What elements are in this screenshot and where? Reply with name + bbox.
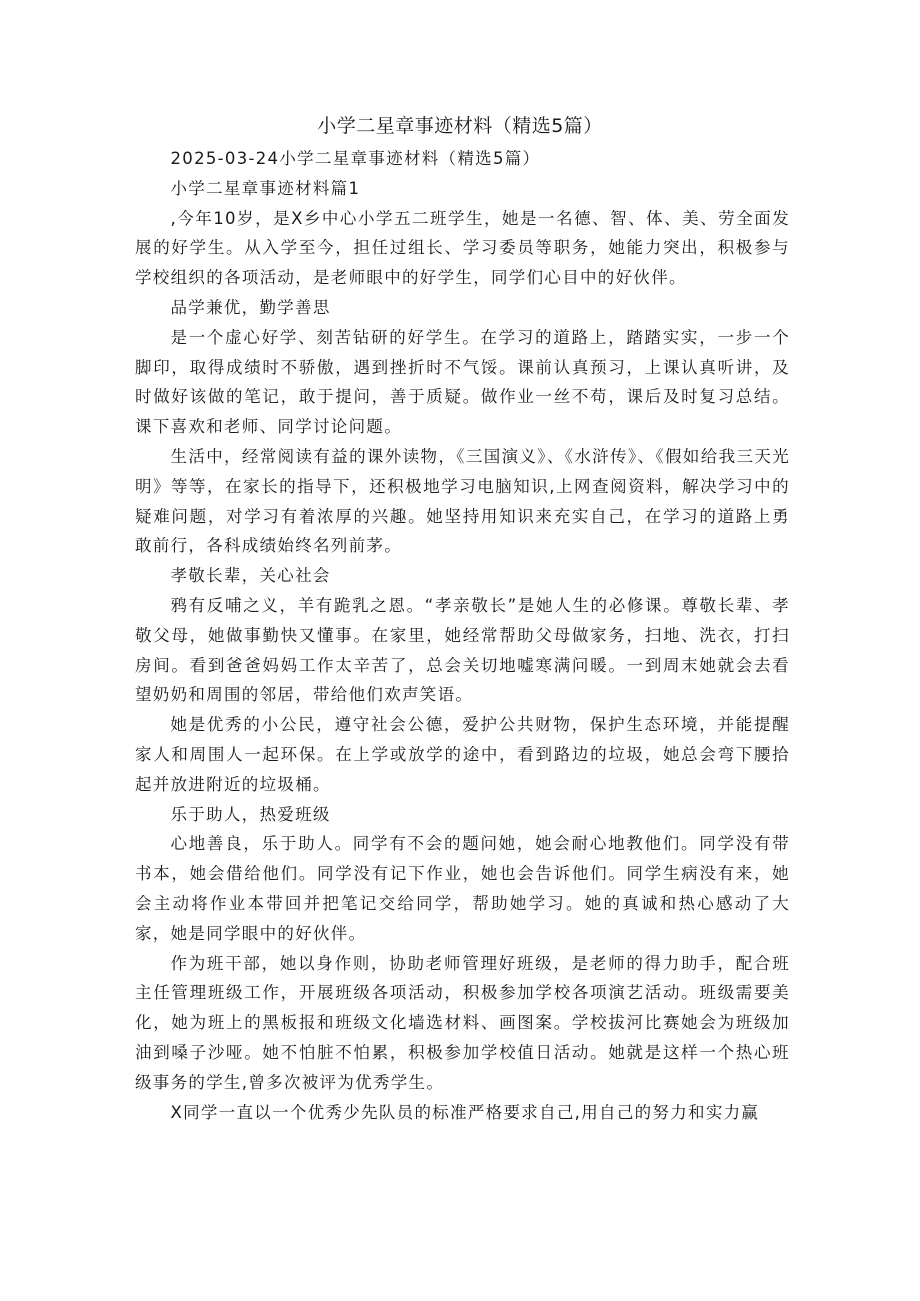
subheading: 乐于助人，热爱班级 [170,804,331,824]
section-title: 小学二星章事迹材料篇1 [170,178,361,198]
paragraph: X同学一直以一个优秀少先队员的标准严格要求自己,用自己的努力和实力赢 [170,1102,760,1122]
paragraph: 心地善良，乐于助人。同学有不会的题问她，她会耐心地教他们。同学没有带书本，她会借给他们。同学没有记下作业，她也会告诉他们。同学生病没有来，她会主动将作业本带回并把笔记交给同学，帮助她学习。她的真诚和热心感动了大家，她是同学眼中的好伙伴。 [135,834,790,943]
date-line: 2025-03-24小学二星章事迹材料（精选5篇） [170,149,541,168]
paragraph: 鸦有反哺之义，羊有跪乳之恩。“孝亲敬长”是她人生的必修课。尊敬长辈、孝敬父母，她做事勤快又懂事。在家里，她经常帮助父母做家务，扫地、洗衣，打扫房间。看到爸爸妈妈工作太辛苦了，总会关切地嘘寒满问暖。一到周末她就会去看望奶奶和周围的邻居，带给他们欢声笑语。 [135,595,790,705]
paragraph: 作为班干部，她以身作则，协助老师管理好班级，是老师的得力助手，配合班主任管理班级工作，开展班级各项活动，积极参加学校各项演艺活动。班级需要美化，她为班上的黑板报和班级文化墙选材料、画图案。学校拔河比赛她会为班级加油到嗓子沙哑。她不怕脏不怕累，积极参加学校值日活动。她就是这样一个热心班级事务的学生,曾多次被评为优秀学生。 [135,953,790,1092]
document-title: 小学二星章事迹材料（精选5篇） [317,115,603,137]
paragraph: ,今年10岁，是X乡中心小学五二班学生，她是一名德、智、体、美、劳全面发展的好学生。从入学至今，担任过组长、学习委员等职务，她能力突出，积极参与学校组织的各项活动，是老师眼中的好学生，同学们心目中的好伙伴。 [135,208,790,288]
document-body [135,144,790,1127]
paragraph: 生活中，经常阅读有益的课外读物，《三国演义》、《水浒传》、《假如给我三天光明》等等，在家长的指导下，还积极地学习电脑知识,上网查阅资料，解决学习中的疑难问题，对学习有着浓厚的兴趣。她坚持用知识来充实自己，在学习的道路上勇敢前行，各科成绩始终名列前茅。 [135,446,790,556]
subheading: 孝敬长辈，关心社会 [170,566,331,586]
paragraph: 她是优秀的小公民，遵守社会公德，爱护公共财物，保护生态环境，并能提醒家人和周围人一起环保。在上学或放学的途中，看到路边的垃圾，她总会弯下腰拾起并放进附近的垃圾桶。 [135,715,790,794]
paragraph: 是一个虚心好学、刻苦钻研的好学生。在学习的道路上，踏踏实实，一步一个脚印，取得成绩时不骄傲，遇到挫折时不气馁。课前认真预习，上课认真听讲，及时做好该做的笔记，敢于提问，善于质疑。做作业一丝不苟，课后及时复习总结。课下喜欢和老师、同学讨论问题。 [135,327,790,437]
subheading: 品学兼优，勤学善思 [170,297,331,317]
